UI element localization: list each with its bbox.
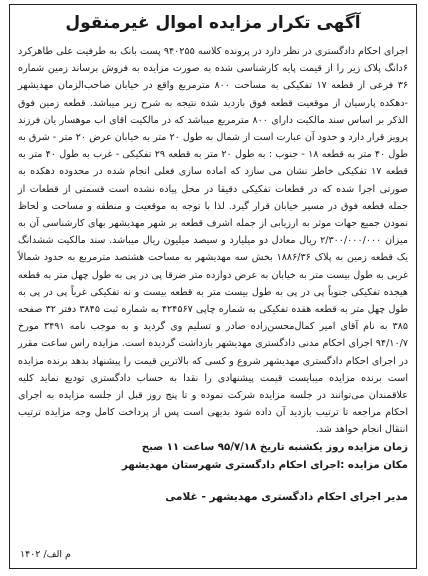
auction-place: مکان مزایده :اجرای احکام دادگستری شهرستان مهدیشهر xyxy=(121,459,408,471)
auction-time: زمان مزایده روز یکشنبه تاریخ ۹۵/۷/۱۸ ساعت ۱۱ صبح xyxy=(141,441,408,453)
notice-signature: مدیر اجرای احکام دادگستری مهدیشهر - غلامی xyxy=(165,490,408,503)
reference-number: م الف/ ۱۴۰۲ xyxy=(20,549,71,560)
notice-frame xyxy=(9,4,417,569)
notice-body: اجرای احکام دادگستری در نظر دارد در پرونده کلاسه ۹۴۰۲۵۵ پست بانک به طرفیت علی طاهرکرد ۶دانگ پلاک زیر را از قیمت پایه کارشناسی شده به صورت مزایده به فروش برساند زمین شماره ۳۶ فرعی از قطعه ۱۷ تفکیکی به مساحت ۸۰۰ مترمربع واقع در خیابان صاحب‌الزمان مهدیشهر -دهکده پارسیان از موقعیت قطعه فوق بازدید شده نتیجه به شرح زیر میباشد. قطعه زمین فوق الذکر بر اساس سند مالکیت دارای ۸۰۰ مترمربع میباشد که در مالکیت اقای اب موهسار یان فرزند پرویز قرار دارد و حدود آن عبارت است از شمال به طول ۲۰ متر به خیابان عرض ۲۰ متر - شرق به طول ۴۰ متر به قطعه ۱۸ - جنوب : به طول ۲۰ متر به قطعه ۲۹ تفکیکی - غرب به طول ۴۰ متر به قطعه ۱۷ تفکیکی خاطر نشان می سازد که اماده سازی فعلی انجام شده در محدوده دهکده به صورتی اجرا شده که در قطعات تفکیکی دقیقا در محل پیاده نشده است قسمتی از قطعات از جمله قطعه فوق در مسیر خیابان قرار گیرد. لذا با توجه به موقعیت و منطقه و مساحت و لحاظ نمودن جمیع جهات موثر به ارزیابی از جمله اشرف قطعه بر شهر مهدیشهر بهای کارشناسی آن به میزان ۲/۳۰۰/۰۰۰/۰۰۰ ریال معادل دو میلیارد و سیصد میلیون ریال میباشد. سند مالکیت ششدانگ یک قطعه زمین به پلاک ۱۸۸۶/۳۶ بخش سه مهدیشهر به مساحت هشتصد مترمربع به حدود شمالاً غربی به طول بیست متر به خیابان به عرض دوازده متر ضرقا پی در پی به طول چهل متر به قطعه هیجده تفکیکی جنوباً پی در پی به طول بیست متر به قطعه بیست و نه تفکیکی غرباً پی در پی به طول چهل متر به قطعه هفده تفکیکی به شماره چاپی ۴۲۴۵۶۷ به شماره ثبت ۳۸۴۵ دفتر ۳۲ صفحه ۳۸۵ به نام آقای امیر کمال‌محسن‌زاده صادر و تسلیم وی گردید و به موجب نامه ۳۴۹۱ مورخ ۹۴/۱۰/۷ اجرای احکام مدنی دادگستری مهدیشهر بازداشت گردیده است. مزایده راس ساعت مقرر در اجرای احکام دادگستری مهدیشهر شروع و کسی که بالاترین قیمت را پیشنهاد بدهد برنده مزایده است برنده مزایده میبایست قیمت پیشنهادی را نقدا به حساب دادگستری تودیع نماید کلیه علاقمندان می‌توانند در جلسه مزایده شرکت نموده و تا پنج روز قبل از جلسه مزایده به اجرای احکام مراجعه تا ترتیب بازدید آن داده شود بدیهی است پس از پرداخت کامل وجه مزایده ترتیب انتقال انجام خواهد شد. xyxy=(18,46,409,436)
notice-title: آگهی تکرار مزایده اموال غیرمنقول xyxy=(65,13,361,33)
